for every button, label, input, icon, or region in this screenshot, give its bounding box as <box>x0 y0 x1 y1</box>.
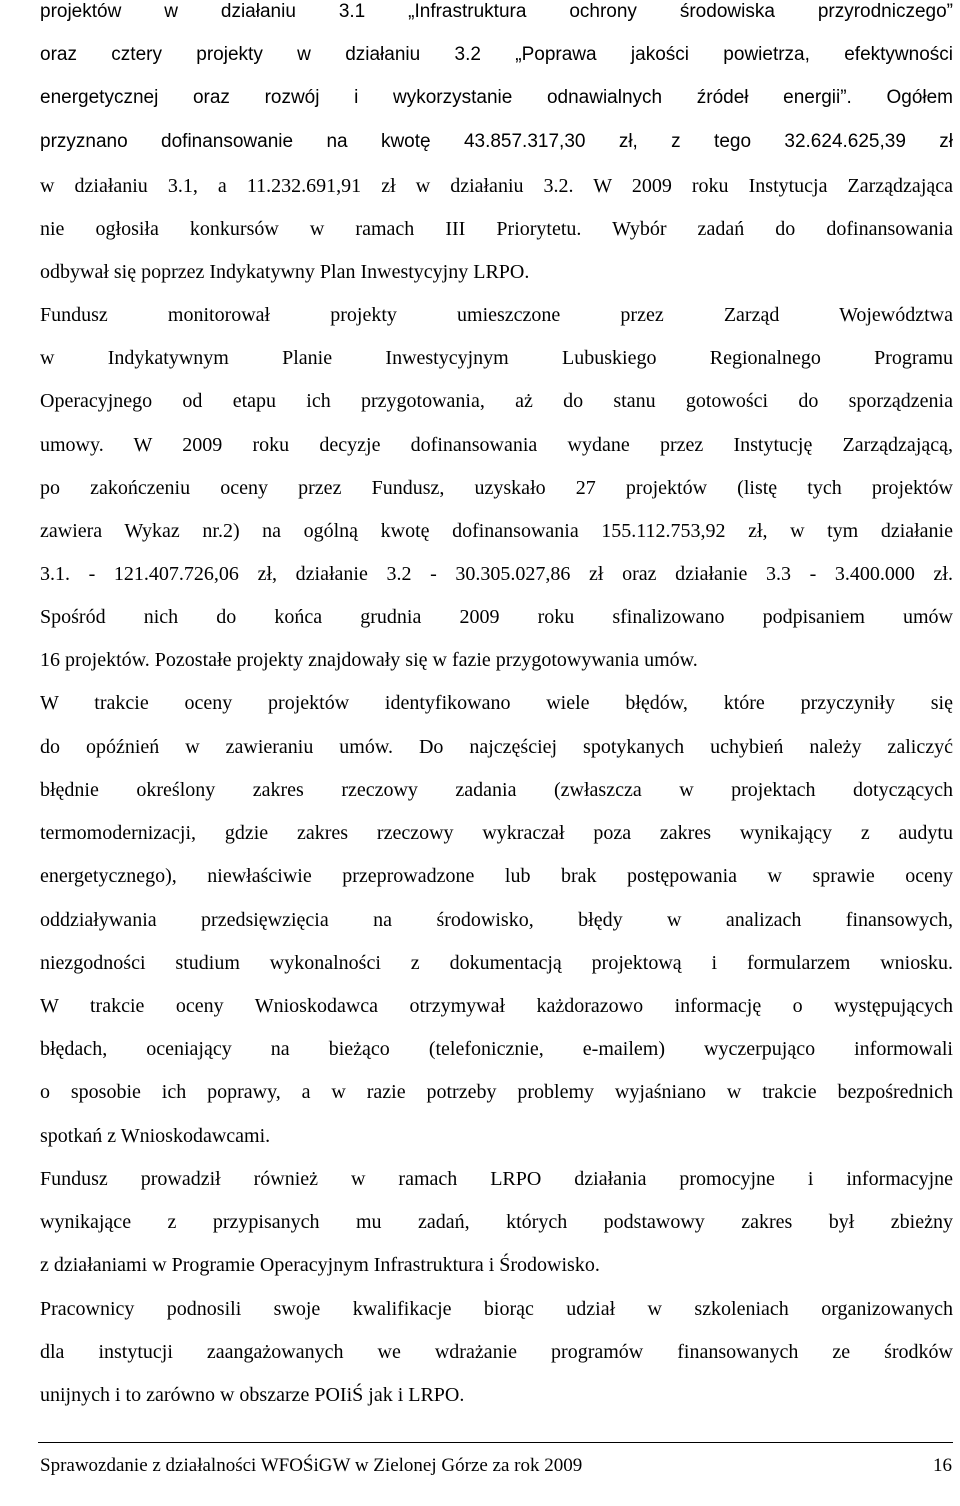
text-line: Fundusz monitorował projekty umieszczone przez Zarząd Województwa <box>40 304 953 326</box>
footer-title: Sprawozdanie z działalności WFOŚiGW w Zielonej Górze za rok 2009 <box>40 1455 583 1476</box>
text-line: umowy. W 2009 roku decyzje dofinansowania wydane przez Instytucję Zarządzającą, <box>40 434 953 456</box>
text-line: Operacyjnego od etapu ich przygotowania, aż do stanu gotowości do sporządzenia <box>40 390 953 412</box>
text-line: odbywał się poprzez Indykatywny Plan Inwestycyjny LRPO. <box>40 261 530 283</box>
text-line: oraz cztery projekty w działaniu 3.2 „Poprawa jakości powietrza, efektywności <box>40 44 953 65</box>
text-line: 3.1. - 121.407.726,06 zł, działanie 3.2 - 30.305.027,86 zł oraz działanie 3.3 - 3.400.000 zł. <box>40 563 953 585</box>
text-line: w działaniu 3.1, a 11.232.691,91 zł w działaniu 3.2. W 2009 roku Instytucja Zarządzająca <box>40 175 953 197</box>
text-line: unijnych i to zarówno w obszarze POIiŚ jak i LRPO. <box>40 1384 465 1406</box>
text-line: termomodernizacji, gdzie zakres rzeczowy wykraczał poza zakres wynikający z audytu <box>40 822 953 844</box>
text-line: energetycznego), niewłaściwie przeprowadzone lub brak postępowania w sprawie oceny <box>40 865 953 887</box>
text-line: W trakcie oceny projektów identyfikowano wiele błędów, które przyczyniły się <box>40 692 953 714</box>
text-line: Spośród nich do końca grudnia 2009 roku sfinalizowano podpisaniem umów <box>40 606 953 628</box>
text-line: po zakończeniu oceny przez Fundusz, uzyskało 27 projektów (listę tych projektów <box>40 477 953 499</box>
text-line: Pracownicy podnosili swoje kwalifikacje biorąc udział w szkoleniach organizowanych <box>40 1298 953 1320</box>
text-line: do opóźnień w zawieraniu umów. Do najczęściej spotykanych uchybień należy zaliczyć <box>40 736 953 758</box>
text-line: projektów w działaniu 3.1 „Infrastruktura ochrony środowiska przyrodniczego” <box>40 1 953 22</box>
text-line: o sposobie ich poprawy, a w razie potrzeby problemy wyjaśniano w trakcie bezpośrednich <box>40 1081 953 1103</box>
text-line: energetycznej oraz rozwój i wykorzystanie odnawialnych źródeł energii”. Ogółem <box>40 87 953 108</box>
page-number: 16 <box>933 1455 952 1476</box>
footer-divider <box>38 1442 953 1443</box>
page-footer <box>0 1454 960 1484</box>
text-line: wynikające z przypisanych mu zadań, których podstawowy zakres był zbieżny <box>40 1211 953 1233</box>
text-line: nie ogłosiła konkursów w ramach III Priorytetu. Wybór zadań do dofinansowania <box>40 218 953 240</box>
text-line: spotkań z Wnioskodawcami. <box>40 1125 271 1147</box>
text-line: w Indykatywnym Planie Inwestycyjnym Lubuskiego Regionalnego Programu <box>40 347 953 369</box>
text-line: błędach, oceniający na bieżąco (telefonicznie, e-mailem) wyczerpująco informowali <box>40 1038 953 1060</box>
text-line: dla instytucji zaangażowanych we wdrażanie programów finansowanych ze środków <box>40 1341 953 1363</box>
text-line: przyznano dofinansowanie na kwotę 43.857.317,30 zł, z tego 32.624.625,39 zł <box>40 131 953 152</box>
text-line: z działaniami w Programie Operacyjnym Infrastruktura i Środowisko. <box>40 1254 600 1276</box>
text-line: W trakcie oceny Wnioskodawca otrzymywał każdorazowo informację o występujących <box>40 995 953 1017</box>
text-line: oddziaływania przedsięwzięcia na środowisko, błędy w analizach finansowych, <box>40 909 953 931</box>
text-line: 16 projektów. Pozostałe projekty znajdowały się w fazie przygotowywania umów. <box>40 649 698 671</box>
text-line: błędnie określony zakres rzeczowy zadania (zwłaszcza w projektach dotyczących <box>40 779 953 801</box>
text-line: zawiera Wykaz nr.2) na ogólną kwotę dofinansowania 155.112.753,92 zł, w tym działanie <box>40 520 953 542</box>
text-line: niezgodności studium wykonalności z dokumentacją projektową i formularzem wniosku. <box>40 952 953 974</box>
text-line: Fundusz prowadził również w ramach LRPO działania promocyjne i informacyjne <box>40 1168 953 1190</box>
